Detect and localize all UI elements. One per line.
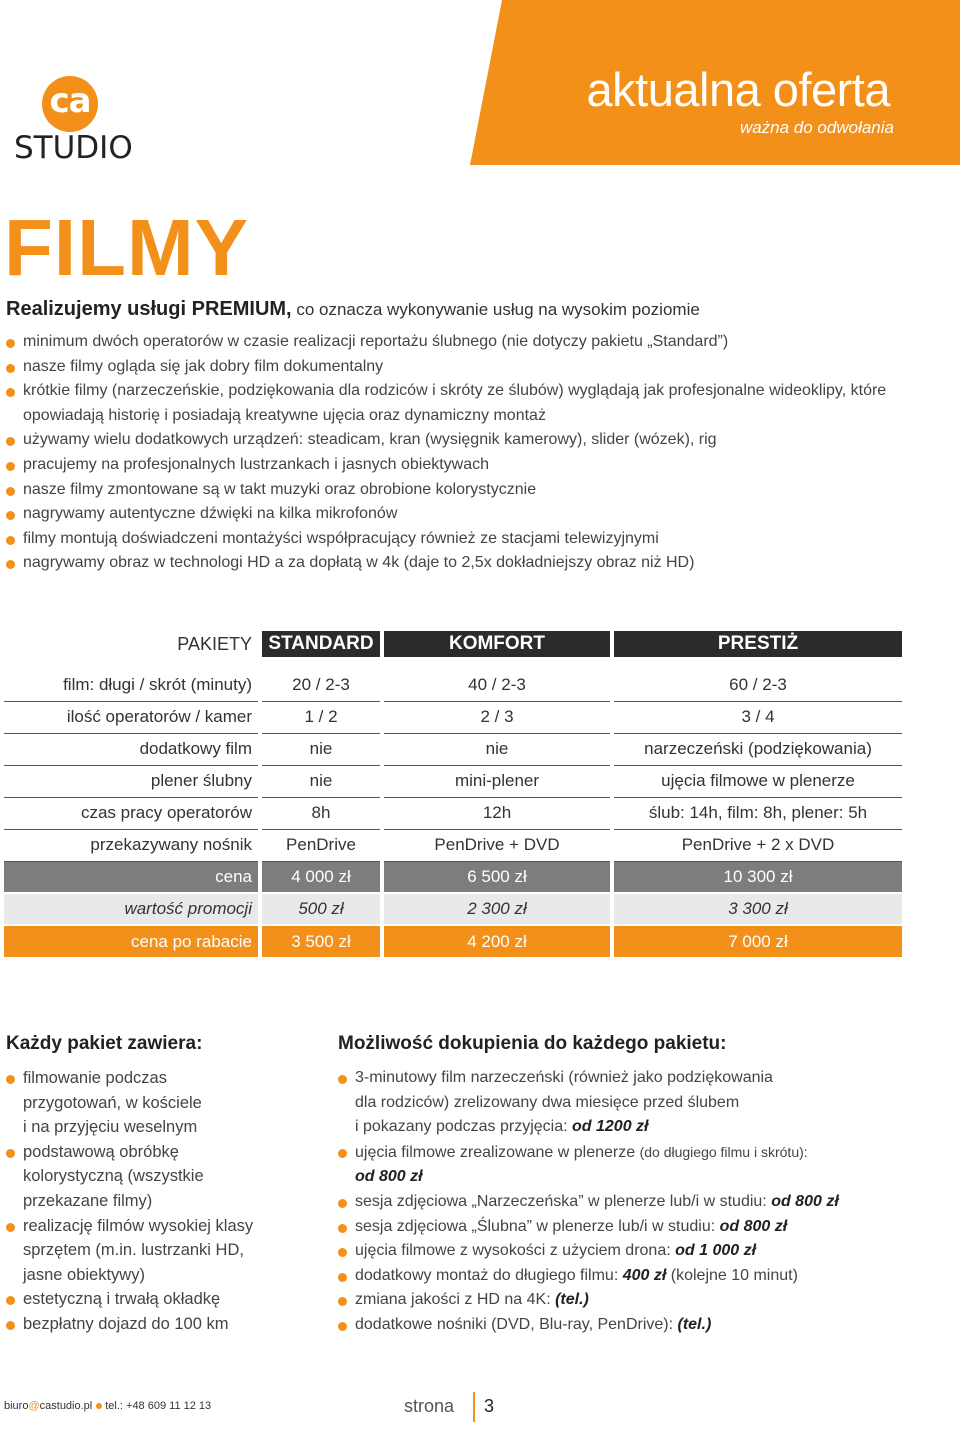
- phone-link[interactable]: tel.: +48 609 11 12 13: [105, 1400, 212, 1412]
- cell-standard: 3 500 zł: [260, 925, 382, 957]
- package-prestiz-header: PRESTIŻ: [612, 631, 902, 657]
- row-label: plener ślubny: [4, 765, 260, 797]
- package-standard-header: STANDARD: [260, 631, 382, 657]
- packages-header-row: [4, 631, 902, 657]
- included-item: bezpłatny dojazd do 100 km: [6, 1312, 326, 1337]
- cell-prestiz: PenDrive + 2 x DVD: [612, 829, 902, 861]
- row-label: przekazywany nośnik: [4, 829, 260, 861]
- included-item: estetyczną i trwałą okładkę: [6, 1287, 326, 1312]
- page-separator: [473, 1392, 475, 1422]
- included-list: [6, 1066, 326, 1337]
- feature-item: nagrywamy obraz w technologi HD a za dopłatą w 4k (daje to 2,5x dokładniejszy obraz niż HD): [6, 551, 956, 576]
- email-link[interactable]: biuro@castudio.pl: [4, 1400, 93, 1412]
- feature-item: używamy wielu dodatkowych urządzeń: steadicam, kran (wysięgnik kamerowy), slider (wózek), rig: [6, 428, 956, 453]
- extras-text: 3-minutowy film narzeczeński (również jako podziękowania dla rodziców) zrelizowany dwa miesięce przed ślubem i pokazany podczas przyjęcia:: [355, 1069, 773, 1136]
- extras-price: (tel.): [677, 1315, 712, 1333]
- table-row: [4, 765, 902, 797]
- cell-standard: nie: [260, 765, 382, 797]
- feature-item: pracujemy na profesjonalnych lustrzankach i jasnych obiektywach: [6, 453, 956, 478]
- cell-komfort: 2 / 3: [382, 701, 612, 733]
- extras-price: od 1 000 zł: [675, 1242, 757, 1260]
- cell-prestiz: narzeczeński (podziękowania): [612, 733, 902, 765]
- included-item: filmowanie podczas przygotowań, w kościele i na przyjęciu weselnym: [6, 1066, 326, 1140]
- offer-subtitle: ważna do odwołania: [739, 118, 894, 137]
- page-number: 3: [484, 1396, 495, 1416]
- cell-standard: 500 zł: [260, 893, 382, 925]
- cell-standard: 20 / 2-3: [260, 669, 382, 701]
- extras-text: sesja zdjęciowa „Narzeczeńska” w plenerze lub/i w studiu:: [355, 1192, 772, 1210]
- row-label: dodatkowy film: [4, 733, 260, 765]
- table-row: [4, 829, 902, 861]
- table-row: [4, 701, 902, 733]
- logo-mark: ca: [49, 81, 91, 121]
- cell-prestiz: 7 000 zł: [612, 925, 902, 957]
- extras-item: [338, 1264, 958, 1289]
- feature-item: krótkie filmy (narzeczeńskie, podziękowania dla rodziców i skróty ze ślubów) wyglądają jak profesjonalne wideoklipy, które opowiadają historię i posiadają kreatywne ujęcia oraz dynamiczny montaż: [6, 379, 956, 428]
- extras-price: od 800 zł: [771, 1192, 839, 1210]
- offer-title: aktualna oferta: [586, 63, 890, 116]
- cell-prestiz: ślub: 14h, film: 8h, plener: 5h: [612, 797, 902, 829]
- row-label: czas pracy operatorów: [4, 797, 260, 829]
- row-label: cena: [4, 861, 260, 893]
- cell-komfort: 6 500 zł: [382, 861, 612, 893]
- page-label: strona: [404, 1396, 455, 1416]
- extras-price: od 1200 zł: [572, 1118, 649, 1136]
- extras-item: [338, 1215, 958, 1240]
- cell-standard: nie: [260, 733, 382, 765]
- cell-komfort: PenDrive + DVD: [382, 829, 612, 861]
- ca-studio-logo[interactable]: [14, 72, 134, 167]
- cell-komfort: 12h: [382, 797, 612, 829]
- feature-item: nagrywamy autentyczne dźwięki na kilka mikrofonów: [6, 502, 956, 527]
- cell-komfort: mini-plener: [382, 765, 612, 797]
- extras-text: sesja zdjęciowa „Ślubna” w plenerze lub/i w studiu:: [355, 1217, 720, 1235]
- extras-text: dodatkowy montaż do długiego filmu:: [355, 1266, 623, 1284]
- price-row: [4, 861, 902, 893]
- cell-prestiz: 3 / 4: [612, 701, 902, 733]
- included-heading: Każdy pakiet zawiera:: [6, 1033, 203, 1054]
- cell-komfort: 2 300 zł: [382, 893, 612, 925]
- feature-item: minimum dwóch operatorów w czasie realizacji reportażu ślubnego (nie dotyczy pakietu „Standard”): [6, 330, 956, 355]
- extras-text: ujęcia filmowe z wysokości z użyciem drona:: [355, 1242, 676, 1260]
- extras-text: ujęcia filmowe zrealizowane w plenerze: [355, 1143, 640, 1161]
- extras-item: [338, 1066, 958, 1140]
- intro-bold: Realizujemy usługi PREMIUM,: [6, 298, 292, 320]
- table-row: [4, 733, 902, 765]
- extras-item: [338, 1239, 958, 1264]
- intro-rest: co oznacza wykonywanie usług na wysokim poziomie: [291, 300, 700, 319]
- extras-item: [338, 1313, 958, 1338]
- extras-note: (do długiego filmu i skrótu):: [639, 1143, 808, 1160]
- extras-heading: Możliwość dokupienia do każdego pakietu:: [338, 1033, 727, 1054]
- row-label: film: długi / skrót (minuty): [4, 669, 260, 701]
- cell-standard: 1 / 2: [260, 701, 382, 733]
- promo-row: [4, 893, 902, 925]
- packages-table: [4, 631, 902, 957]
- intro-line: [6, 296, 700, 323]
- footer-contact: [4, 1398, 211, 1414]
- extras-item: [338, 1140, 958, 1190]
- included-item: realizację filmów wysokiej klasy sprzętem (m.in. lustrzanki HD, jasne obiektywy): [6, 1214, 326, 1288]
- extras-text: dodatkowe nośniki (DVD, Blu-ray, PenDrive):: [355, 1315, 678, 1333]
- extras-list: [338, 1066, 958, 1338]
- feature-item: nasze filmy zmontowane są w takt muzyki oraz obrobione kolorystycznie: [6, 478, 956, 503]
- extras-price: (tel.): [555, 1291, 589, 1309]
- included-item: podstawową obróbkę kolorystyczną (wszystkie przekazane filmy): [6, 1140, 326, 1214]
- table-row: [4, 669, 902, 701]
- extras-item: [338, 1190, 958, 1215]
- cell-standard: 8h: [260, 797, 382, 829]
- feature-item: nasze filmy ogląda się jak dobry film dokumentalny: [6, 355, 956, 380]
- feature-item: filmy montują doświadczeni montażyści współpracujący również ze stacjami telewizyjnymi: [6, 527, 956, 552]
- cell-standard: 4 000 zł: [260, 861, 382, 893]
- extras-price: od 800 zł: [355, 1168, 423, 1186]
- cell-komfort: nie: [382, 733, 612, 765]
- page-title: FILMY: [4, 203, 249, 292]
- cell-standard: PenDrive: [260, 829, 382, 861]
- separator-dot-icon: [96, 1403, 102, 1409]
- extras-text: zmiana jakości z HD na 4K:: [355, 1291, 556, 1309]
- row-label: ilość operatorów / kamer: [4, 701, 260, 733]
- discount-row: [4, 925, 902, 957]
- cell-komfort: 4 200 zł: [382, 925, 612, 957]
- cell-prestiz: 3 300 zł: [612, 893, 902, 925]
- cell-prestiz: 10 300 zł: [612, 861, 902, 893]
- row-label: cena po rabacie: [4, 925, 260, 957]
- logo-wordmark: STUDIO: [14, 130, 133, 166]
- table-row: [4, 797, 902, 829]
- extras-after: (kolejne 10 minut): [666, 1266, 798, 1284]
- cell-prestiz: 60 / 2-3: [612, 669, 902, 701]
- extras-price: 400 zł: [622, 1266, 667, 1284]
- cell-komfort: 40 / 2-3: [382, 669, 612, 701]
- packages-label: PAKIETY: [177, 633, 252, 654]
- features-list: [6, 330, 956, 576]
- row-label: wartość promocji: [4, 893, 260, 925]
- cell-prestiz: ujęcia filmowe w plenerze: [612, 765, 902, 797]
- extras-item: [338, 1288, 958, 1313]
- extras-price: od 800 zł: [719, 1217, 788, 1235]
- package-komfort-header: KOMFORT: [382, 631, 612, 657]
